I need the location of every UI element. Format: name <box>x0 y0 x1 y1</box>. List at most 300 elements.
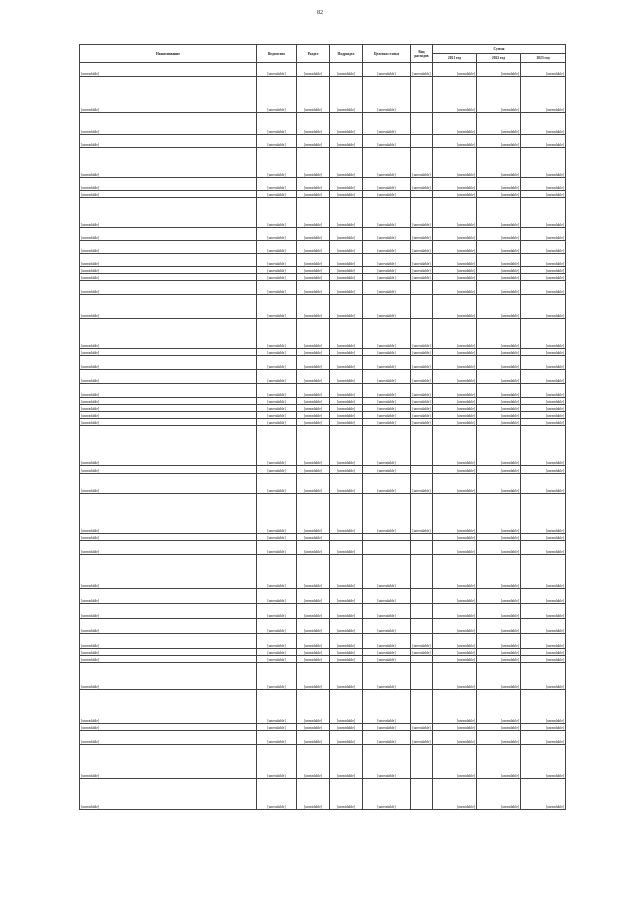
row-amount-2022: [unreadable] <box>477 198 521 228</box>
row-amount-2023: [unreadable] <box>521 474 566 494</box>
row-section: [unreadable] <box>297 690 330 724</box>
row-section: [unreadable] <box>297 63 330 77</box>
row-amount-2021: [unreadable] <box>433 634 477 649</box>
header-2021: 2021 год <box>433 54 477 63</box>
row-amount-2022: [unreadable] <box>477 77 521 113</box>
row-subsection: [unreadable] <box>330 228 363 241</box>
row-name: [unreadable] <box>80 412 257 419</box>
row-target: [unreadable] <box>363 745 411 779</box>
row-subsection: [unreadable] <box>330 419 363 426</box>
table-row <box>80 281 566 295</box>
table-row <box>80 589 566 604</box>
row-subsection: [unreadable] <box>330 241 363 254</box>
row-ministry: [unreadable] <box>257 254 297 267</box>
row-ministry: [unreadable] <box>257 724 297 731</box>
row-section: [unreadable] <box>297 356 330 370</box>
row-amount-2022: [unreadable] <box>477 419 521 426</box>
row-amount-2023: [unreadable] <box>521 398 566 405</box>
row-amount-2023: [unreadable] <box>521 370 566 384</box>
row-subsection: [unreadable] <box>330 690 363 724</box>
row-name: [unreadable] <box>80 135 257 148</box>
table-row <box>80 604 566 619</box>
row-expense-type: [unreadable] <box>411 319 433 349</box>
row-target: [unreadable] <box>363 604 411 619</box>
row-section: [unreadable] <box>297 649 330 656</box>
row-amount-2022: [unreadable] <box>477 724 521 731</box>
header-sum: Сумма <box>433 45 566 54</box>
row-section: [unreadable] <box>297 412 330 419</box>
row-target: [unreadable] <box>363 148 411 178</box>
row-subsection: [unreadable] <box>330 656 363 663</box>
row-amount-2022: [unreadable] <box>477 384 521 398</box>
row-name: [unreadable] <box>80 656 257 663</box>
row-subsection: [unreadable] <box>330 267 363 274</box>
row-amount-2021: [unreadable] <box>433 178 477 191</box>
table-row <box>80 198 566 228</box>
row-target <box>363 541 411 555</box>
row-name: [unreadable] <box>80 604 257 619</box>
table-row <box>80 135 566 148</box>
row-ministry: [unreadable] <box>257 267 297 274</box>
row-amount-2022: [unreadable] <box>477 745 521 779</box>
row-target <box>363 534 411 541</box>
row-amount-2023: [unreadable] <box>521 731 566 745</box>
row-amount-2021: [unreadable] <box>433 319 477 349</box>
row-subsection: [unreadable] <box>330 398 363 405</box>
row-subsection: [unreadable] <box>330 589 363 604</box>
row-amount-2021: [unreadable] <box>433 349 477 356</box>
table-row <box>80 426 566 466</box>
row-amount-2021: [unreadable] <box>433 731 477 745</box>
row-expense-type: [unreadable] <box>411 412 433 419</box>
row-ministry: [unreadable] <box>257 474 297 494</box>
row-amount-2023: [unreadable] <box>521 113 566 135</box>
row-ministry: [unreadable] <box>257 77 297 113</box>
table-row <box>80 191 566 198</box>
row-amount-2021: [unreadable] <box>433 534 477 541</box>
row-amount-2021: [unreadable] <box>433 384 477 398</box>
table-row <box>80 779 566 810</box>
row-amount-2021: [unreadable] <box>433 135 477 148</box>
row-expense-type <box>411 555 433 589</box>
row-target: [unreadable] <box>363 319 411 349</box>
header-section: Раздел <box>297 45 330 63</box>
row-name: [unreadable] <box>80 356 257 370</box>
row-amount-2021: [unreadable] <box>433 370 477 384</box>
table-row <box>80 534 566 541</box>
table-row <box>80 295 566 319</box>
row-name: [unreadable] <box>80 281 257 295</box>
row-expense-type: [unreadable] <box>411 356 433 370</box>
table-row <box>80 63 566 77</box>
row-ministry: [unreadable] <box>257 370 297 384</box>
row-section: [unreadable] <box>297 405 330 412</box>
row-subsection: [unreadable] <box>330 295 363 319</box>
row-section: [unreadable] <box>297 589 330 604</box>
row-subsection: [unreadable] <box>330 77 363 113</box>
row-amount-2021: [unreadable] <box>433 254 477 267</box>
row-ministry: [unreadable] <box>257 63 297 77</box>
row-ministry: [unreadable] <box>257 541 297 555</box>
row-name: [unreadable] <box>80 731 257 745</box>
row-amount-2023: [unreadable] <box>521 619 566 634</box>
row-ministry: [unreadable] <box>257 398 297 405</box>
row-expense-type <box>411 589 433 604</box>
row-name: [unreadable] <box>80 619 257 634</box>
row-subsection: [unreadable] <box>330 604 363 619</box>
row-name: [unreadable] <box>80 474 257 494</box>
row-subsection: [unreadable] <box>330 405 363 412</box>
header-2023: 2023 год <box>521 54 566 63</box>
page-number: 82 <box>317 10 323 16</box>
row-subsection: [unreadable] <box>330 370 363 384</box>
row-amount-2021: [unreadable] <box>433 619 477 634</box>
row-subsection: [unreadable] <box>330 319 363 349</box>
row-amount-2022: [unreadable] <box>477 178 521 191</box>
row-ministry: [unreadable] <box>257 494 297 534</box>
row-ministry: [unreadable] <box>257 555 297 589</box>
row-expense-type: [unreadable] <box>411 405 433 412</box>
row-target: [unreadable] <box>363 419 411 426</box>
row-name: [unreadable] <box>80 384 257 398</box>
row-amount-2022: [unreadable] <box>477 319 521 349</box>
row-ministry: [unreadable] <box>257 281 297 295</box>
row-name: [unreadable] <box>80 254 257 267</box>
row-amount-2021: [unreadable] <box>433 191 477 198</box>
row-subsection: [unreadable] <box>330 634 363 649</box>
table-row <box>80 319 566 349</box>
row-name: [unreadable] <box>80 779 257 810</box>
row-name: [unreadable] <box>80 319 257 349</box>
row-amount-2021: [unreadable] <box>433 745 477 779</box>
row-target: [unreadable] <box>363 466 411 474</box>
header-target: Целевая статья <box>363 45 411 63</box>
row-ministry: [unreadable] <box>257 634 297 649</box>
table-row <box>80 370 566 384</box>
row-name: [unreadable] <box>80 690 257 724</box>
row-target: [unreadable] <box>363 656 411 663</box>
row-amount-2023: [unreadable] <box>521 77 566 113</box>
row-amount-2023: [unreadable] <box>521 405 566 412</box>
row-amount-2021: [unreadable] <box>433 494 477 534</box>
row-name: [unreadable] <box>80 398 257 405</box>
row-expense-type: [unreadable] <box>411 178 433 191</box>
row-expense-type <box>411 466 433 474</box>
row-amount-2021: [unreadable] <box>433 656 477 663</box>
row-section: [unreadable] <box>297 398 330 405</box>
row-target: [unreadable] <box>363 398 411 405</box>
row-amount-2021: [unreadable] <box>433 589 477 604</box>
row-name: [unreadable] <box>80 241 257 254</box>
row-target: [unreadable] <box>363 619 411 634</box>
row-target: [unreadable] <box>363 191 411 198</box>
row-name: [unreadable] <box>80 77 257 113</box>
row-amount-2023: [unreadable] <box>521 419 566 426</box>
row-target: [unreadable] <box>363 690 411 724</box>
row-name: [unreadable] <box>80 555 257 589</box>
row-name: [unreadable] <box>80 589 257 604</box>
row-amount-2021: [unreadable] <box>433 649 477 656</box>
row-amount-2021: [unreadable] <box>433 690 477 724</box>
row-expense-type <box>411 656 433 663</box>
row-target: [unreadable] <box>363 228 411 241</box>
row-target: [unreadable] <box>363 384 411 398</box>
row-name: [unreadable] <box>80 663 257 690</box>
row-ministry: [unreadable] <box>257 589 297 604</box>
row-target: [unreadable] <box>363 77 411 113</box>
row-section: [unreadable] <box>297 267 330 274</box>
row-section: [unreadable] <box>297 541 330 555</box>
row-amount-2021: [unreadable] <box>433 412 477 419</box>
row-expense-type: [unreadable] <box>411 63 433 77</box>
row-ministry: [unreadable] <box>257 690 297 724</box>
row-subsection: [unreadable] <box>330 494 363 534</box>
row-ministry: [unreadable] <box>257 319 297 349</box>
table-row <box>80 77 566 113</box>
row-expense-type <box>411 426 433 466</box>
row-amount-2021: [unreadable] <box>433 426 477 466</box>
row-amount-2023: [unreadable] <box>521 63 566 77</box>
row-name: [unreadable] <box>80 405 257 412</box>
row-amount-2021: [unreadable] <box>433 228 477 241</box>
row-expense-type <box>411 745 433 779</box>
table-row <box>80 466 566 474</box>
row-target: [unreadable] <box>363 426 411 466</box>
row-expense-type: [unreadable] <box>411 148 433 178</box>
row-name: [unreadable] <box>80 370 257 384</box>
row-target: [unreadable] <box>363 589 411 604</box>
row-ministry: [unreadable] <box>257 349 297 356</box>
row-target: [unreadable] <box>363 370 411 384</box>
table-row <box>80 634 566 649</box>
row-section: [unreadable] <box>297 779 330 810</box>
row-amount-2021: [unreadable] <box>433 63 477 77</box>
table-row <box>80 419 566 426</box>
row-amount-2023: [unreadable] <box>521 555 566 589</box>
row-amount-2023: [unreadable] <box>521 541 566 555</box>
row-amount-2023: [unreadable] <box>521 241 566 254</box>
row-amount-2022: [unreadable] <box>477 356 521 370</box>
row-subsection: [unreadable] <box>330 663 363 690</box>
row-amount-2021: [unreadable] <box>433 663 477 690</box>
row-amount-2023: [unreadable] <box>521 634 566 649</box>
row-target: [unreadable] <box>363 649 411 656</box>
row-amount-2022: [unreadable] <box>477 274 521 281</box>
row-expense-type: [unreadable] <box>411 474 433 494</box>
row-subsection: [unreadable] <box>330 135 363 148</box>
row-section: [unreadable] <box>297 135 330 148</box>
row-subsection: [unreadable] <box>330 198 363 228</box>
row-subsection: [unreadable] <box>330 426 363 466</box>
row-subsection: [unreadable] <box>330 178 363 191</box>
row-subsection: [unreadable] <box>330 356 363 370</box>
row-section: [unreadable] <box>297 191 330 198</box>
row-expense-type: [unreadable] <box>411 241 433 254</box>
row-ministry: [unreadable] <box>257 604 297 619</box>
row-section: [unreadable] <box>297 426 330 466</box>
row-target: [unreadable] <box>363 274 411 281</box>
row-section: [unreadable] <box>297 604 330 619</box>
row-section: [unreadable] <box>297 228 330 241</box>
row-amount-2021: [unreadable] <box>433 541 477 555</box>
row-target: [unreadable] <box>363 254 411 267</box>
row-target: [unreadable] <box>363 295 411 319</box>
row-ministry: [unreadable] <box>257 274 297 281</box>
row-amount-2021: [unreadable] <box>433 241 477 254</box>
row-amount-2022: [unreadable] <box>477 619 521 634</box>
table-row <box>80 656 566 663</box>
row-name: [unreadable] <box>80 724 257 731</box>
row-amount-2022: [unreadable] <box>477 370 521 384</box>
row-section: [unreadable] <box>297 113 330 135</box>
row-amount-2021: [unreadable] <box>433 474 477 494</box>
row-target: [unreadable] <box>363 281 411 295</box>
row-amount-2021: [unreadable] <box>433 779 477 810</box>
row-name: [unreadable] <box>80 745 257 779</box>
header-2022: 2022 год <box>477 54 521 63</box>
table-row <box>80 649 566 656</box>
header-name: Наименование <box>80 45 257 63</box>
row-target: [unreadable] <box>363 494 411 534</box>
row-ministry: [unreadable] <box>257 619 297 634</box>
row-amount-2022: [unreadable] <box>477 267 521 274</box>
table-row <box>80 267 566 274</box>
row-section: [unreadable] <box>297 731 330 745</box>
row-amount-2023: [unreadable] <box>521 295 566 319</box>
row-subsection: [unreadable] <box>330 63 363 77</box>
row-name: [unreadable] <box>80 541 257 555</box>
row-amount-2022: [unreadable] <box>477 148 521 178</box>
row-name: [unreadable] <box>80 191 257 198</box>
row-name: [unreadable] <box>80 148 257 178</box>
row-ministry: [unreadable] <box>257 412 297 419</box>
row-amount-2023: [unreadable] <box>521 267 566 274</box>
row-name: [unreadable] <box>80 63 257 77</box>
row-amount-2022: [unreadable] <box>477 541 521 555</box>
row-amount-2022: [unreadable] <box>477 589 521 604</box>
row-ministry: [unreadable] <box>257 745 297 779</box>
row-name: [unreadable] <box>80 634 257 649</box>
row-name: [unreadable] <box>80 228 257 241</box>
row-subsection: [unreadable] <box>330 349 363 356</box>
row-section: [unreadable] <box>297 663 330 690</box>
row-section: [unreadable] <box>297 384 330 398</box>
row-section: [unreadable] <box>297 474 330 494</box>
row-amount-2022: [unreadable] <box>477 349 521 356</box>
table-body <box>80 63 566 810</box>
row-subsection: [unreadable] <box>330 724 363 731</box>
header-expense-type: Вид расходов <box>411 45 433 63</box>
row-amount-2021: [unreadable] <box>433 604 477 619</box>
row-name: [unreadable] <box>80 426 257 466</box>
row-amount-2023: [unreadable] <box>521 724 566 731</box>
row-amount-2023: [unreadable] <box>521 148 566 178</box>
row-amount-2021: [unreadable] <box>433 724 477 731</box>
row-target: [unreadable] <box>363 779 411 810</box>
row-ministry: [unreadable] <box>257 419 297 426</box>
row-amount-2023: [unreadable] <box>521 534 566 541</box>
row-expense-type <box>411 135 433 148</box>
row-section: [unreadable] <box>297 419 330 426</box>
row-section: [unreadable] <box>297 745 330 779</box>
row-target: [unreadable] <box>363 731 411 745</box>
row-subsection: [unreadable] <box>330 191 363 198</box>
table-row <box>80 619 566 634</box>
row-amount-2021: [unreadable] <box>433 77 477 113</box>
row-target: [unreadable] <box>363 178 411 191</box>
row-amount-2021: [unreadable] <box>433 466 477 474</box>
table-row <box>80 356 566 370</box>
row-subsection: [unreadable] <box>330 384 363 398</box>
row-expense-type: [unreadable] <box>411 634 433 649</box>
row-amount-2023: [unreadable] <box>521 198 566 228</box>
row-subsection: [unreadable] <box>330 113 363 135</box>
row-name: [unreadable] <box>80 349 257 356</box>
table-row <box>80 241 566 254</box>
row-target: [unreadable] <box>363 349 411 356</box>
table-row <box>80 148 566 178</box>
row-target: [unreadable] <box>363 113 411 135</box>
row-amount-2023: [unreadable] <box>521 779 566 810</box>
row-ministry: [unreadable] <box>257 779 297 810</box>
row-section: [unreadable] <box>297 281 330 295</box>
row-section: [unreadable] <box>297 254 330 267</box>
row-subsection: [unreadable] <box>330 466 363 474</box>
row-amount-2022: [unreadable] <box>477 604 521 619</box>
row-amount-2023: [unreadable] <box>521 356 566 370</box>
row-amount-2023: [unreadable] <box>521 191 566 198</box>
row-amount-2023: [unreadable] <box>521 426 566 466</box>
row-name: [unreadable] <box>80 178 257 191</box>
row-amount-2023: [unreadable] <box>521 412 566 419</box>
row-name: [unreadable] <box>80 649 257 656</box>
row-expense-type <box>411 663 433 690</box>
row-amount-2023: [unreadable] <box>521 228 566 241</box>
row-section: [unreadable] <box>297 656 330 663</box>
row-section: [unreadable] <box>297 619 330 634</box>
row-amount-2022: [unreadable] <box>477 555 521 589</box>
table-row <box>80 412 566 419</box>
row-expense-type <box>411 191 433 198</box>
row-subsection: [unreadable] <box>330 555 363 589</box>
row-name: [unreadable] <box>80 419 257 426</box>
row-subsection: [unreadable] <box>330 779 363 810</box>
row-ministry: [unreadable] <box>257 295 297 319</box>
row-expense-type: [unreadable] <box>411 731 433 745</box>
table-row <box>80 254 566 267</box>
row-expense-type: [unreadable] <box>411 384 433 398</box>
table-row <box>80 228 566 241</box>
row-subsection: [unreadable] <box>330 649 363 656</box>
row-amount-2022: [unreadable] <box>477 649 521 656</box>
row-amount-2023: [unreadable] <box>521 254 566 267</box>
row-section: [unreadable] <box>297 295 330 319</box>
row-ministry: [unreadable] <box>257 135 297 148</box>
table-row <box>80 555 566 589</box>
row-ministry: [unreadable] <box>257 426 297 466</box>
row-expense-type <box>411 690 433 724</box>
row-target: [unreadable] <box>363 555 411 589</box>
row-name: [unreadable] <box>80 267 257 274</box>
row-expense-type <box>411 534 433 541</box>
table-row <box>80 178 566 191</box>
row-ministry: [unreadable] <box>257 731 297 745</box>
row-expense-type: [unreadable] <box>411 370 433 384</box>
row-section: [unreadable] <box>297 534 330 541</box>
row-amount-2023: [unreadable] <box>521 690 566 724</box>
row-amount-2023: [unreadable] <box>521 281 566 295</box>
row-amount-2023: [unreadable] <box>521 466 566 474</box>
